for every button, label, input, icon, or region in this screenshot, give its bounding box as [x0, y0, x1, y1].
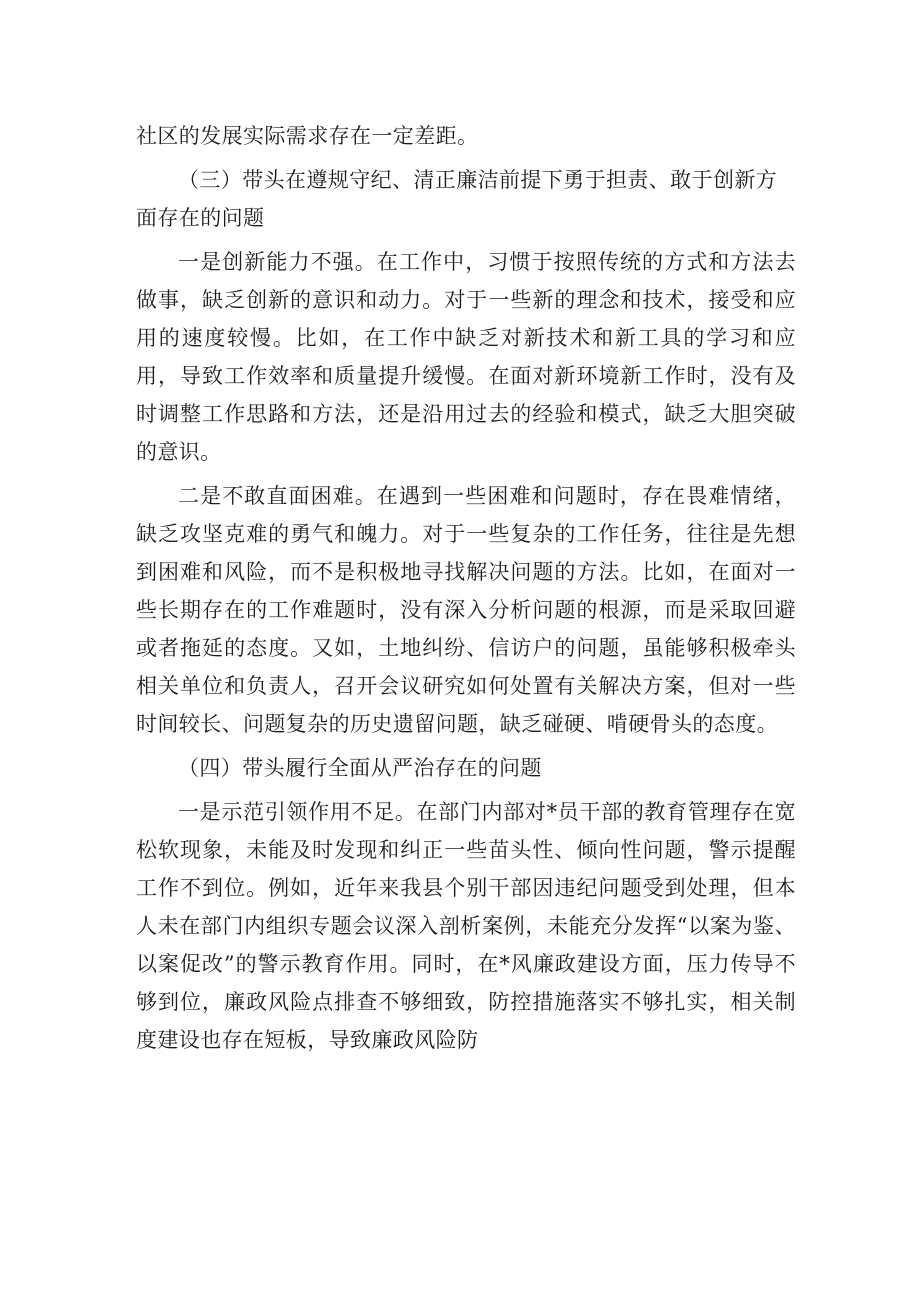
paragraph-leadership: 一是示范引领作用不足。在部门内部对*员干部的教育管理存在宽松软现象，未能及时发现和纠正一些苗头性、倾向性问题，警示提醒工作不到位。例如，近年来我县个别干部因违纪问题受到处理，但本人未在部门内组织专题会议深入剖析案例，未能充分发挥“以案为鉴、以案促改”的警示教育作用。同时，在*风廉政建设方面，压力传导不够到位，廉政风险点排查不够细致，防控措施落实不够扎实，相关制度建设也存在短板，导致廉政风险防 — [136, 800, 796, 1052]
paragraph-innovation: 一是创新能力不强。在工作中，习惯于按照传统的方式和方法去做事，缺乏创新的意识和动力。对于一些新的理念和技术，接受和应用的速度较慢。比如，在工作中缺乏对新技术和新工具的学习和应用，导致工作效率和质量提升缓慢。在面对新环境新工作时，没有及时调整工作思路和方法，还是沿用过去的经验和模式，缺乏大胆突破的意识。 — [136, 250, 796, 464]
section-heading-four: （四）带头履行全面从严治存在的问题 — [178, 756, 542, 780]
paragraph-continuation: 社区的发展实际需求存在一定差距。 — [136, 124, 479, 148]
paragraph-difficulties: 二是不敢直面困难。在遇到一些困难和问题时，存在畏难情绪，缺乏攻坚克难的勇气和魄力。对于一些复杂的工作任务，往往是先想到困难和风险，而不是积极地寻找解决问题的方法。比如，在面对一些长期存在的工作难题时，没有深入分析问题的根源，而是采取回避或者拖延的态度。又如，土地纠纷、信访户的问题，虽能够积极牵头相关单位和负责人，召开会议研究如何处置有关解决方案，但对一些时间较长、问题复杂的历史遗留问题，缺乏碰硬、啃硬骨头的态度。 — [136, 484, 796, 736]
document-body — [136, 117, 796, 1065]
section-heading-three: （三）带头在遵规守纪、清正廉洁前提下勇于担责、敢于创新方面存在的问题 — [136, 168, 778, 230]
